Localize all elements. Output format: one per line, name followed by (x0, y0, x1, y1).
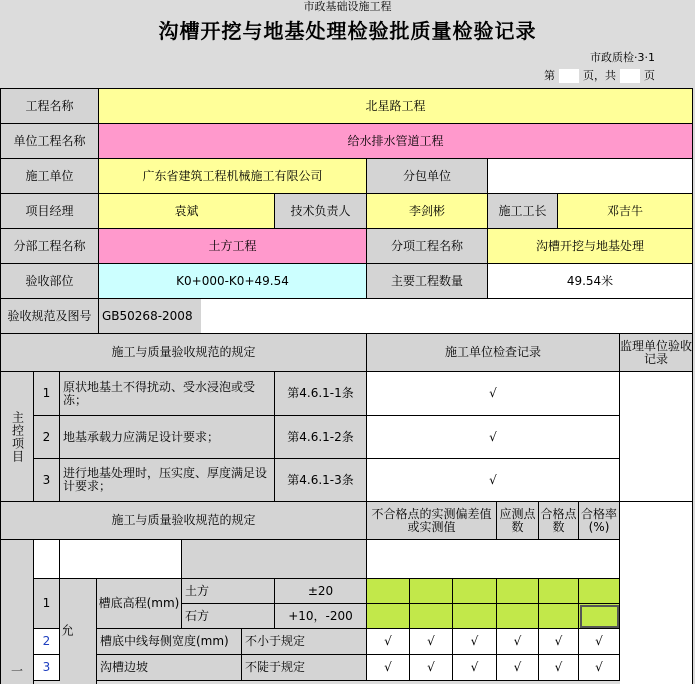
main-spec-header: 施工与质量验收规范的规定 (1, 334, 367, 372)
general-row-1-sub2: 石方 (182, 604, 275, 629)
main-row-3-record[interactable]: √ (367, 459, 620, 502)
general-supervisor-record[interactable] (620, 502, 693, 684)
general-passed-header: 合格点数 (539, 502, 579, 540)
unit-project-label: 单位工程名称 (1, 124, 99, 159)
standard-value[interactable]: GB50268-2008 (99, 299, 201, 334)
subcontractor-value[interactable] (488, 159, 693, 194)
passed-cell[interactable] (539, 604, 579, 629)
document-title: 沟槽开挖与地基处理检验批质量检验记录 (158, 19, 537, 43)
standard-blank (201, 299, 693, 334)
page-suffix: 页 (644, 69, 655, 82)
main-row-1-text: 原状地基土不得扰动、受水浸泡或受冻； (60, 372, 275, 416)
main-row-2-text: 地基承载力应满足设计要求； (60, 416, 275, 459)
form-code: 市政质检·3·1 (590, 51, 655, 64)
unit-project-value[interactable]: 给水排水管道工程 (99, 124, 693, 159)
measure-cell[interactable] (367, 579, 410, 604)
check-cell[interactable]: √ (367, 655, 410, 681)
general-blank-c (367, 540, 620, 579)
foreman-value[interactable]: 邓吉牛 (558, 194, 693, 229)
general-row-2-no: 2 (34, 629, 60, 655)
check-cell[interactable]: √ (539, 629, 579, 655)
general-row-2-tol: 不小于规定 (242, 629, 367, 655)
quantity-value[interactable]: 49.54米 (488, 264, 693, 299)
check-cell[interactable]: √ (453, 629, 497, 655)
division-label: 分部工程名称 (1, 229, 99, 264)
general-row-1-sub1: 土方 (182, 579, 275, 604)
general-points-header: 应测点数 (497, 502, 539, 540)
tech-lead-label: 技术负责人 (275, 194, 367, 229)
general-row-3-name: 沟槽边坡 (97, 655, 242, 681)
manager-value[interactable]: 袁斌 (99, 194, 275, 229)
page-total-field[interactable] (620, 69, 640, 83)
general-row-1-name: 槽底高程(mm) (97, 579, 182, 629)
main-row-2-clause: 第4.6.1-2条 (275, 416, 367, 459)
location-label: 验收部位 (1, 264, 99, 299)
tech-lead-value[interactable]: 李剑彬 (367, 194, 488, 229)
main-supervisor-header: 监理单位验收记录 (620, 334, 693, 372)
document-category: 市政基础设施工程 (303, 0, 392, 13)
check-cell[interactable]: √ (539, 655, 579, 681)
page-mid: 页，共 (583, 69, 616, 82)
check-cell[interactable]: √ (579, 629, 620, 655)
check-cell[interactable]: √ (410, 655, 453, 681)
check-cell[interactable]: √ (453, 655, 497, 681)
main-items-group-label: 主控项目 (1, 372, 34, 502)
general-row-3-no: 3 (34, 655, 60, 681)
main-row-1-record[interactable]: √ (367, 372, 620, 416)
general-row-3-tol: 不陡于规定 (242, 655, 367, 681)
general-deviation-header: 不合格点的实测偏差值或实测值 (367, 502, 497, 540)
general-items-group-label: 一 (1, 540, 34, 684)
check-cell[interactable]: √ (367, 629, 410, 655)
main-row-3-no: 3 (34, 459, 60, 502)
general-row-2-name: 槽底中线每侧宽度(mm) (97, 629, 242, 655)
general-blank-no (34, 540, 60, 579)
foreman-label: 施工工长 (488, 194, 558, 229)
subitem-label: 分项工程名称 (367, 229, 488, 264)
general-blank-b (182, 540, 367, 579)
quantity-label: 主要工程数量 (367, 264, 488, 299)
location-value[interactable]: K0+000-K0+49.54 (99, 264, 367, 299)
measure-cell[interactable] (453, 604, 497, 629)
subcontractor-label: 分包单位 (367, 159, 488, 194)
standard-label: 验收规范及图号 (1, 299, 99, 334)
project-name-value[interactable]: 北星路工程 (99, 89, 693, 124)
rate-cell-selected[interactable] (579, 604, 620, 629)
main-row-2-record[interactable]: √ (367, 416, 620, 459)
page-counter (544, 68, 655, 84)
check-cell[interactable]: √ (579, 655, 620, 681)
main-row-1-no: 1 (34, 372, 60, 416)
page-prefix: 第 (544, 69, 555, 82)
tolerance-group-label: 允 (60, 579, 97, 684)
general-rate-header: 合格率(%) (579, 502, 620, 540)
general-row-1-tol1: ±20 (275, 579, 367, 604)
main-row-3-clause: 第4.6.1-3条 (275, 459, 367, 502)
main-row-1-clause: 第4.6.1-1条 (275, 372, 367, 416)
general-spec-header: 施工与质量验收规范的规定 (1, 502, 367, 540)
check-cell[interactable]: √ (410, 629, 453, 655)
measure-cell[interactable] (367, 604, 410, 629)
rate-cell[interactable] (579, 579, 620, 604)
page-number-field[interactable] (559, 69, 579, 83)
check-cell[interactable]: √ (497, 655, 539, 681)
check-cell[interactable]: √ (497, 629, 539, 655)
main-record-header: 施工单位检查记录 (367, 334, 620, 372)
main-row-3-text: 进行地基处理时，压实度、厚度满足设计要求； (60, 459, 275, 502)
division-value[interactable]: 土方工程 (99, 229, 367, 264)
measure-cell[interactable] (410, 604, 453, 629)
contractor-label: 施工单位 (1, 159, 99, 194)
manager-label: 项目经理 (1, 194, 99, 229)
points-cell[interactable] (497, 579, 539, 604)
general-row-1-no: 1 (34, 579, 60, 629)
main-supervisor-record[interactable] (620, 372, 693, 502)
main-row-2-no: 2 (34, 416, 60, 459)
contractor-value[interactable]: 广东省建筑工程机械施工有限公司 (99, 159, 367, 194)
general-blank-a (60, 540, 182, 579)
measure-cell[interactable] (410, 579, 453, 604)
general-row-1-tol2: +10，-200 (275, 604, 367, 629)
project-name-label: 工程名称 (1, 89, 99, 124)
measure-cell[interactable] (453, 579, 497, 604)
passed-cell[interactable] (539, 579, 579, 604)
subitem-value[interactable]: 沟槽开挖与地基处理 (488, 229, 693, 264)
points-cell[interactable] (497, 604, 539, 629)
